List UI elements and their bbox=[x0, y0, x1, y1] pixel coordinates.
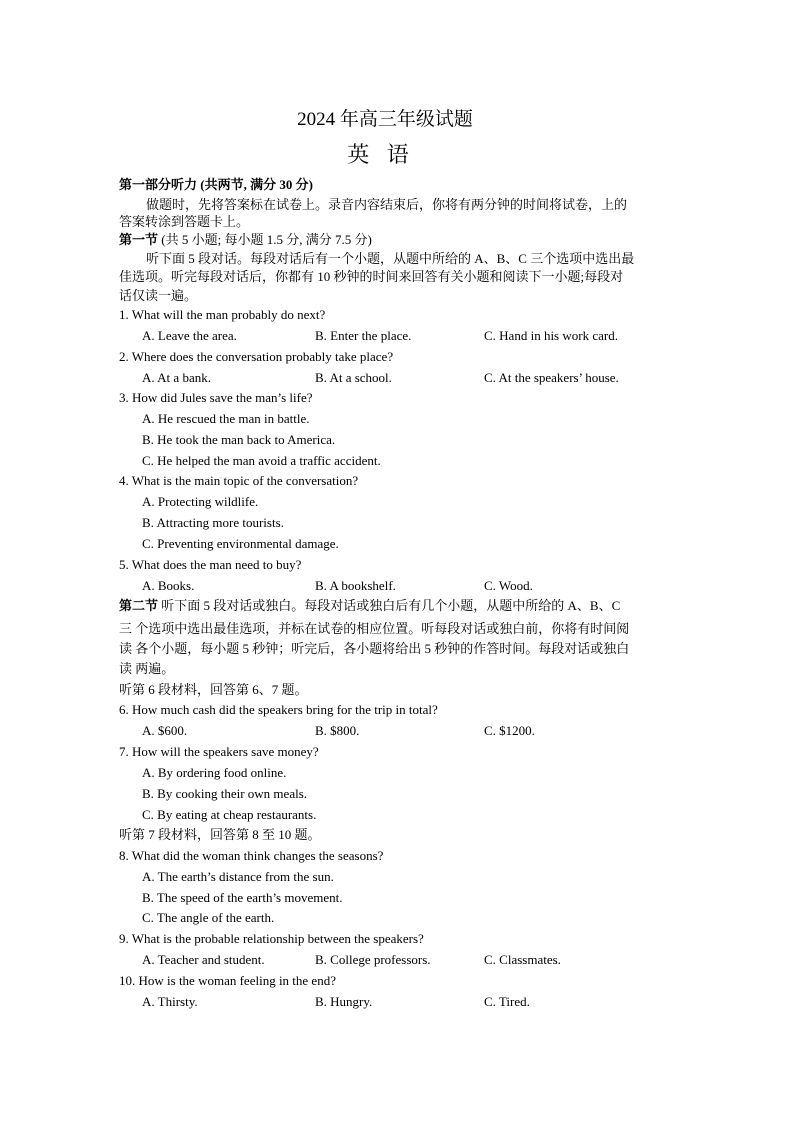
q8-option-a: A. The earth’s distance from the sun. bbox=[142, 869, 334, 884]
question-8: 8. What did the woman think changes the seasons? bbox=[119, 848, 384, 863]
q5-option-c: C. Wood. bbox=[484, 578, 533, 593]
section2-desc-line1: 听下面 5 段对话或独白。每段对话或独白后有几个小题，从题中所给的 A、B、C bbox=[158, 598, 621, 613]
part1-instructions-line1: 做题时，先将答案标在试卷上。录音内容结束后，你将有两分钟的时间将试卷，上的 bbox=[146, 197, 628, 212]
section2-desc-line1-row bbox=[119, 597, 620, 614]
question-2: 2. Where does the conversation probably take place? bbox=[119, 349, 394, 364]
q6-option-b: B. $800. bbox=[315, 723, 360, 738]
section1-desc-line1: 听下面 5 段对话。每段对话后有一个小题，从题中所给的 A、B、C 三个选项中选出最 bbox=[146, 251, 635, 266]
q8-option-b: B. The speed of the earth’s movement. bbox=[142, 890, 343, 905]
q2-option-a: A. At a bank. bbox=[142, 370, 211, 385]
question-4: 4. What is the main topic of the conversation? bbox=[119, 473, 359, 488]
q7-option-b: B. By cooking their own meals. bbox=[142, 786, 308, 801]
section1-heading-bold: 第一节 bbox=[119, 232, 159, 247]
q4-option-b: B. Attracting more tourists. bbox=[142, 515, 284, 530]
q3-option-a: A. He rescued the man in battle. bbox=[142, 411, 310, 426]
section2-desc-line3: 读 各个小题，每小题 5 秒钟；听完后，各小题将给出 5 秒钟的作答时间。每段对话或独白 bbox=[119, 641, 630, 656]
q4-option-a: A. Protecting wildlife. bbox=[142, 494, 259, 509]
q10-option-b: B. Hungry. bbox=[315, 994, 373, 1009]
question-6: 6. How much cash did the speakers bring for the trip in total? bbox=[119, 702, 438, 717]
section2-desc-line4: 读 两遍。 bbox=[119, 661, 175, 676]
part1-instructions-line2: 答案转涂到答题卡上。 bbox=[119, 214, 250, 229]
section1-heading-rest: (共 5 小题; 每小题 1.5 分, 满分 7.5 分) bbox=[158, 232, 372, 247]
q10-option-c: C. Tired. bbox=[484, 994, 530, 1009]
section2-desc-line2: 三 个选项中选出最佳选项，并标在试卷的相应位置。听每段对话或独白前，你将有时间阅 bbox=[119, 621, 630, 636]
q6-option-a: A. $600. bbox=[142, 723, 188, 738]
question-5: 5. What does the man need to buy? bbox=[119, 557, 302, 572]
material-7-heading: 听第 7 段材料，回答第 8 至 10 题。 bbox=[119, 827, 321, 842]
question-3: 3. How did Jules save the man’s life? bbox=[119, 390, 313, 405]
section1-heading bbox=[119, 231, 372, 248]
material-6-heading: 听第 6 段材料，回答第 6、7 题。 bbox=[119, 682, 308, 697]
q4-option-c: C. Preventing environmental damage. bbox=[142, 536, 339, 551]
section1-desc-line2: 佳选项。听完每段对话后，你都有 10 秒钟的时间来回答有关小题和阅读下一小题;每段对 bbox=[119, 269, 624, 284]
q9-option-a: A. Teacher and student. bbox=[142, 952, 265, 967]
q2-option-b: B. At a school. bbox=[315, 370, 392, 385]
q7-option-c: C. By eating at cheap restaurants. bbox=[142, 807, 317, 822]
subject-title: 英 语 bbox=[347, 142, 415, 167]
q5-option-a: A. Books. bbox=[142, 578, 195, 593]
q1-option-b: B. Enter the place. bbox=[315, 328, 412, 343]
q5-option-b: B. A bookshelf. bbox=[315, 578, 396, 593]
section1-desc-line3: 话仅读一遍。 bbox=[119, 288, 198, 303]
q3-option-b: B. He took the man back to America. bbox=[142, 432, 336, 447]
q7-option-a: A. By ordering food online. bbox=[142, 765, 287, 780]
question-9: 9. What is the probable relationship between the speakers? bbox=[119, 931, 424, 946]
q6-option-c: C. $1200. bbox=[484, 723, 535, 738]
question-10: 10. How is the woman feeling in the end? bbox=[119, 973, 336, 988]
section2-heading-bold: 第二节 bbox=[119, 598, 159, 613]
q1-option-a: A. Leave the area. bbox=[142, 328, 237, 343]
question-1: 1. What will the man probably do next? bbox=[119, 307, 326, 322]
q1-option-c: C. Hand in his work card. bbox=[484, 328, 618, 343]
q9-option-b: B. College professors. bbox=[315, 952, 431, 967]
q10-option-a: A. Thirsty. bbox=[142, 994, 198, 1009]
q8-option-c: C. The angle of the earth. bbox=[142, 910, 275, 925]
q3-option-c: C. He helped the man avoid a traffic accident. bbox=[142, 453, 381, 468]
question-7: 7. How will the speakers save money? bbox=[119, 744, 319, 759]
part1-heading: 第一部分听力 (共两节, 满分 30 分) bbox=[119, 177, 313, 192]
q9-option-c: C. Classmates. bbox=[484, 952, 561, 967]
q2-option-c: C. At the speakers’ house. bbox=[484, 370, 619, 385]
exam-title: 2024 年高三年级试题 bbox=[297, 109, 473, 130]
